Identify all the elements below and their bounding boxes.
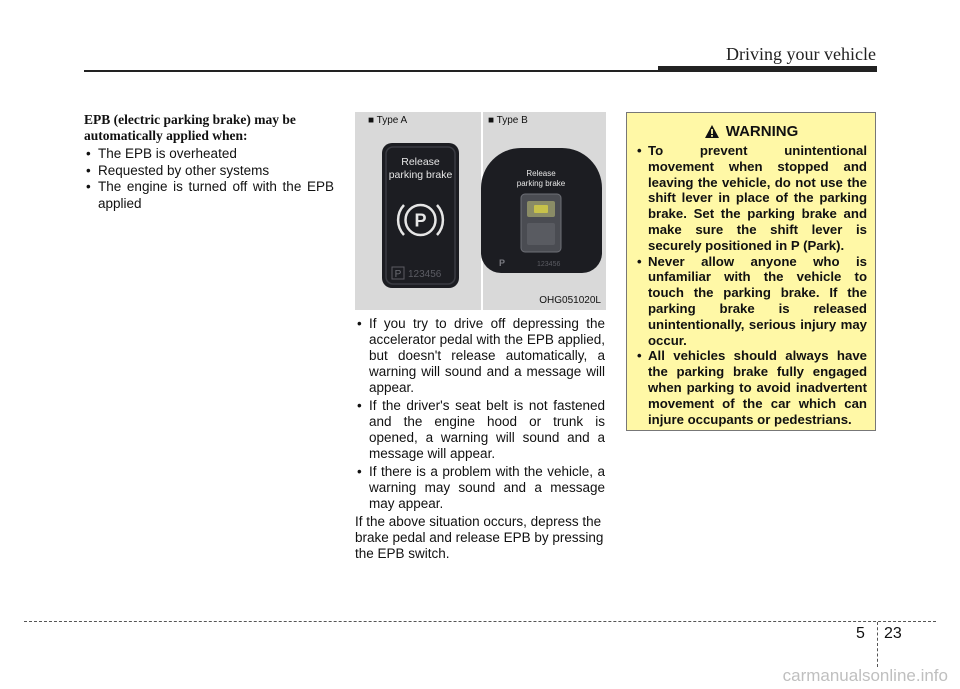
parking-brake-icon (398, 205, 443, 235)
epb-switch-icon (534, 205, 548, 213)
auto-apply-list (84, 146, 334, 212)
warning-triangle-icon (704, 124, 720, 139)
list-item: • The engine is turned off with the EPB applied (84, 179, 334, 212)
screen-b-gear: P (499, 258, 506, 268)
page-number: 23 (884, 625, 902, 642)
warning-title: WARNING (725, 123, 799, 140)
cluster-figure (355, 112, 606, 310)
warning-title-row (635, 123, 867, 140)
screen-a-line1: Release (401, 156, 440, 168)
release-brake-display-a (382, 143, 459, 288)
screen-a-gear: P (394, 269, 402, 280)
section-heading: EPB (electric parking brake) may be automatically applied when: (84, 112, 296, 143)
screen-b-odometer: 123456 (537, 261, 561, 268)
list-item: • If the driver's seat belt is not fastened and the engine hood or trunk is opened, a warning will sound and a message will appear. (355, 398, 605, 462)
list-item: • Requested by other systems (84, 163, 334, 180)
screen-a-symbol: P (414, 210, 427, 231)
screen-b-line2: parking brake (516, 179, 566, 188)
release-brake-display-b (481, 148, 602, 273)
epb-warning-conditions (355, 316, 605, 562)
instruction-paragraph: If the above situation occurs, depress the brake pedal and release EPB by pressing the EPB switch. (355, 514, 604, 561)
figure-label-type-a: ■ Type A (368, 115, 408, 126)
footer-rule (24, 621, 936, 622)
page-number-divider (877, 622, 878, 667)
figure-code: OHG051020L (539, 295, 601, 306)
list-item: • To prevent unintentional movement when stopped and leaving the vehicle, do not use the shift lever in place of the parking brake. Set the parking brake and make sure the shift lever is securely positioned in P (Park). (635, 143, 867, 254)
conditions-list (355, 316, 605, 512)
screen-a-odometer: 123456 (408, 269, 442, 280)
screen-b-line1: Release (526, 169, 556, 178)
epb-auto-section (84, 112, 334, 212)
watermark: carmanualsonline.info (782, 666, 948, 685)
screen-a-line2: parking brake (388, 169, 453, 181)
list-item: • All vehicles should always have the parking brake fully engaged when parking to avoid inadvertent movement of the car which can injure occupants or pedestrians. (635, 348, 867, 427)
warning-box (626, 112, 876, 431)
cluster-screen-type-b (481, 148, 602, 273)
page-header-title: Driving your vehicle (726, 44, 876, 64)
figure-label-type-b: ■ Type B (488, 115, 528, 126)
list-item: • If there is a problem with the vehicle, a warning may sound and a message may appear. (355, 464, 605, 512)
list-item: • Never allow anyone who is unfamiliar with the vehicle to touch the parking brake. If the parking brake is released unintentionally, serious injury may occur. (635, 254, 867, 349)
list-item: • If you try to drive off depressing the accelerator pedal with the EPB applied, but doesn't release automatically, a warning will sound and a message will appear. (355, 316, 605, 396)
header-rule-accent (658, 66, 877, 72)
chapter-number: 5 (856, 625, 865, 642)
warning-list (635, 143, 867, 427)
cluster-screen-type-a (382, 143, 459, 288)
list-item: • The EPB is overheated (84, 146, 334, 163)
